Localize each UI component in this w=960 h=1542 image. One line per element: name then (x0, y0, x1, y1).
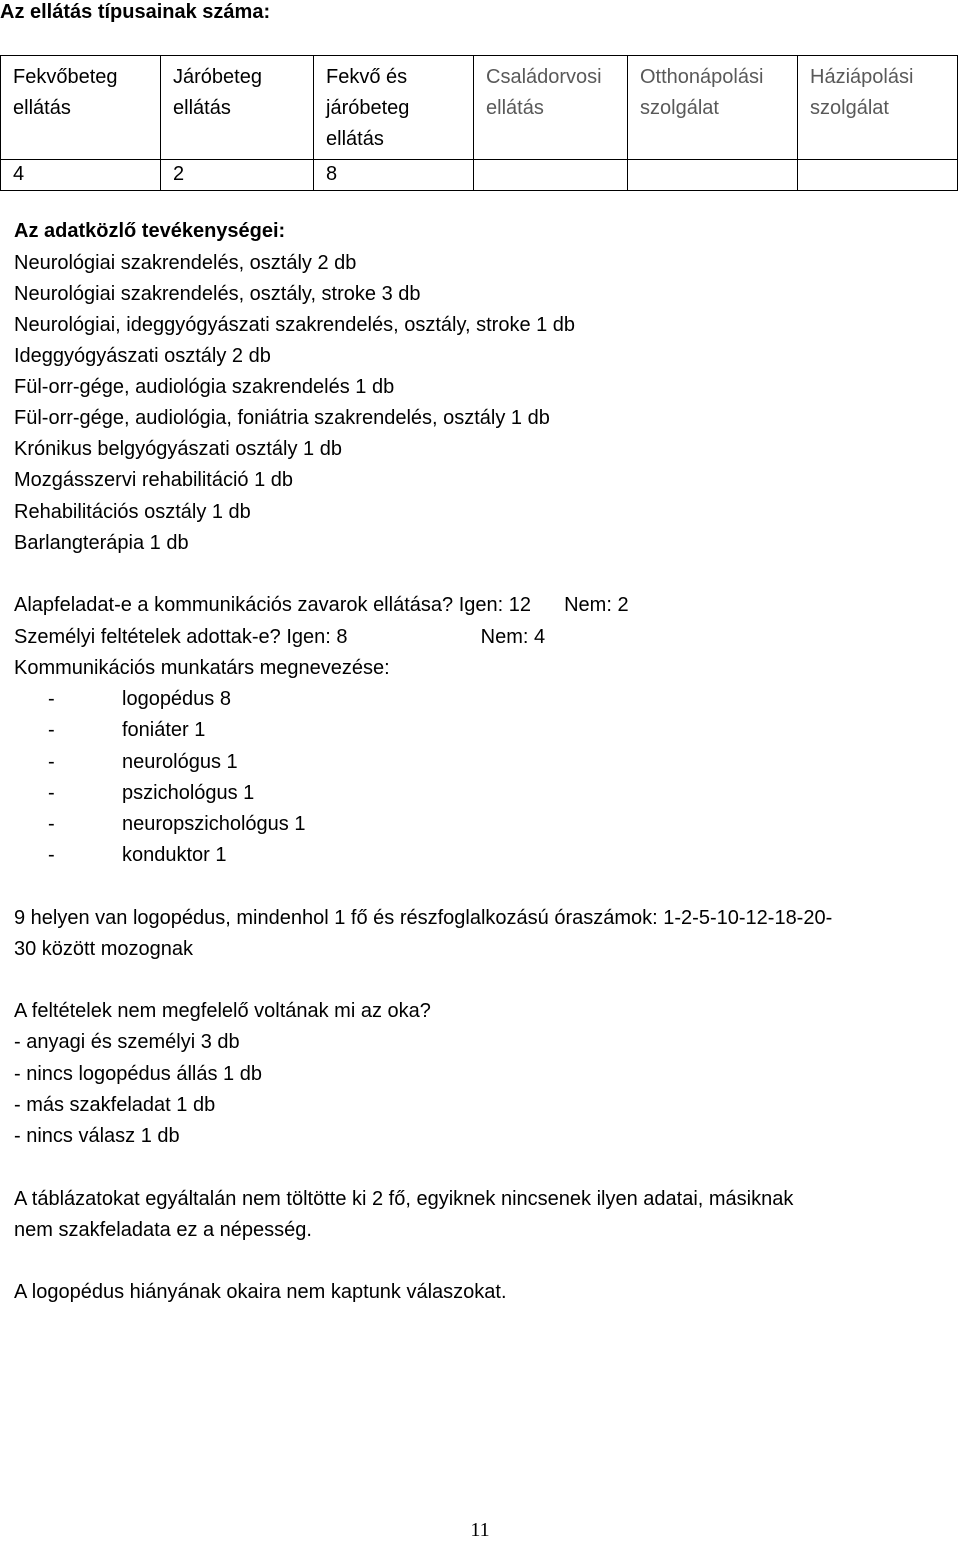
paragraph-line: 30 között mozognak (14, 938, 193, 960)
paragraph-line: 9 helyen van logopédus, mindenhol 1 fő és részfoglalkozású óraszámok: 1-2-5-10-12-18-20- (14, 907, 833, 929)
paragraph-line: A logopédus hiányának okaira nem kaptunk válaszokat. (14, 1281, 507, 1303)
list-item: Mozgásszervi rehabilitáció 1 db (14, 469, 294, 491)
list-item: Ideggyógyászati osztály 2 db (14, 345, 271, 367)
list-item: - neuropszichológus 1 (48, 813, 306, 835)
table-header-row (1, 56, 958, 160)
list-item: Neurológiai szakrendelés, osztály 2 db (14, 252, 357, 274)
table-row (1, 160, 958, 191)
list-item: Neurológiai, ideggyógyászati szakrendelés, osztály, stroke 1 db (14, 314, 576, 336)
list-item: - neurológus 1 (48, 751, 238, 773)
paragraph-line: A táblázatokat egyáltalán nem töltötte ki 2 fő, egyiknek nincsenek ilyen adatai, másiknak (14, 1188, 794, 1210)
activities-title: Az adatközlő tevékenységei: (14, 220, 286, 242)
question-basic-task (14, 592, 629, 618)
table-cell (474, 160, 628, 191)
table-header-cell: Családorvosi ellátás (474, 56, 628, 160)
reasons-title: A feltételek nem megfelelő voltának mi az oka? (14, 1000, 431, 1022)
table-header-cell: Fekvő és járóbeteg ellátás (314, 56, 474, 160)
answer-yes: Igen: 8 (286, 626, 348, 648)
question-text: Személyi feltételek adottak-e? (14, 626, 281, 648)
question-personnel (14, 624, 545, 650)
table-cell: 4 (1, 160, 161, 191)
list-item: - pszichológus 1 (48, 782, 255, 804)
list-item: - más szakfeladat 1 db (14, 1094, 216, 1116)
care-types-table (0, 55, 958, 191)
table-cell (798, 160, 958, 191)
table-header-cell: Járóbeteg ellátás (161, 56, 314, 160)
table-cell (628, 160, 798, 191)
table-header-cell: Fekvőbeteg ellátás (1, 56, 161, 160)
list-item: - nincs válasz 1 db (14, 1125, 180, 1147)
section-heading: Az ellátás típusainak száma: (0, 1, 271, 23)
table-cell: 2 (161, 160, 314, 191)
list-item: Krónikus belgyógyászati osztály 1 db (14, 438, 342, 460)
list-item: - nincs logopédus állás 1 db (14, 1063, 262, 1085)
table-cell: 8 (314, 160, 474, 191)
list-item: Fül-orr-gége, audiológia, foniátria szakrendelés, osztály 1 db (14, 407, 550, 429)
page-number: 11 (470, 1519, 490, 1541)
question-text: Alapfeladat-e a kommunikációs zavarok ellátása? (14, 594, 454, 616)
list-item: - logopédus 8 (48, 688, 231, 710)
table-header-cell: Otthonápolási szolgálat (628, 56, 798, 160)
list-item: - anyagi és személyi 3 db (14, 1031, 240, 1053)
list-item: Neurológiai szakrendelés, osztály, stroke 3 db (14, 283, 421, 305)
list-item: - foniáter 1 (48, 719, 206, 741)
list-item: Fül-orr-gége, audiológia szakrendelés 1 db (14, 376, 395, 398)
answer-no: Nem: 4 (480, 626, 546, 648)
paragraph-line: nem szakfeladata ez a népesség. (14, 1219, 312, 1241)
list-item: Barlangterápia 1 db (14, 532, 189, 554)
list-item: Rehabilitációs osztály 1 db (14, 501, 251, 523)
staff-title: Kommunikációs munkatárs megnevezése: (14, 657, 390, 679)
answer-yes: Igen: 12 (458, 594, 531, 616)
list-item: - konduktor 1 (48, 844, 227, 866)
answer-no: Nem: 2 (564, 594, 629, 616)
table-header-cell: Háziápolási szolgálat (798, 56, 958, 160)
